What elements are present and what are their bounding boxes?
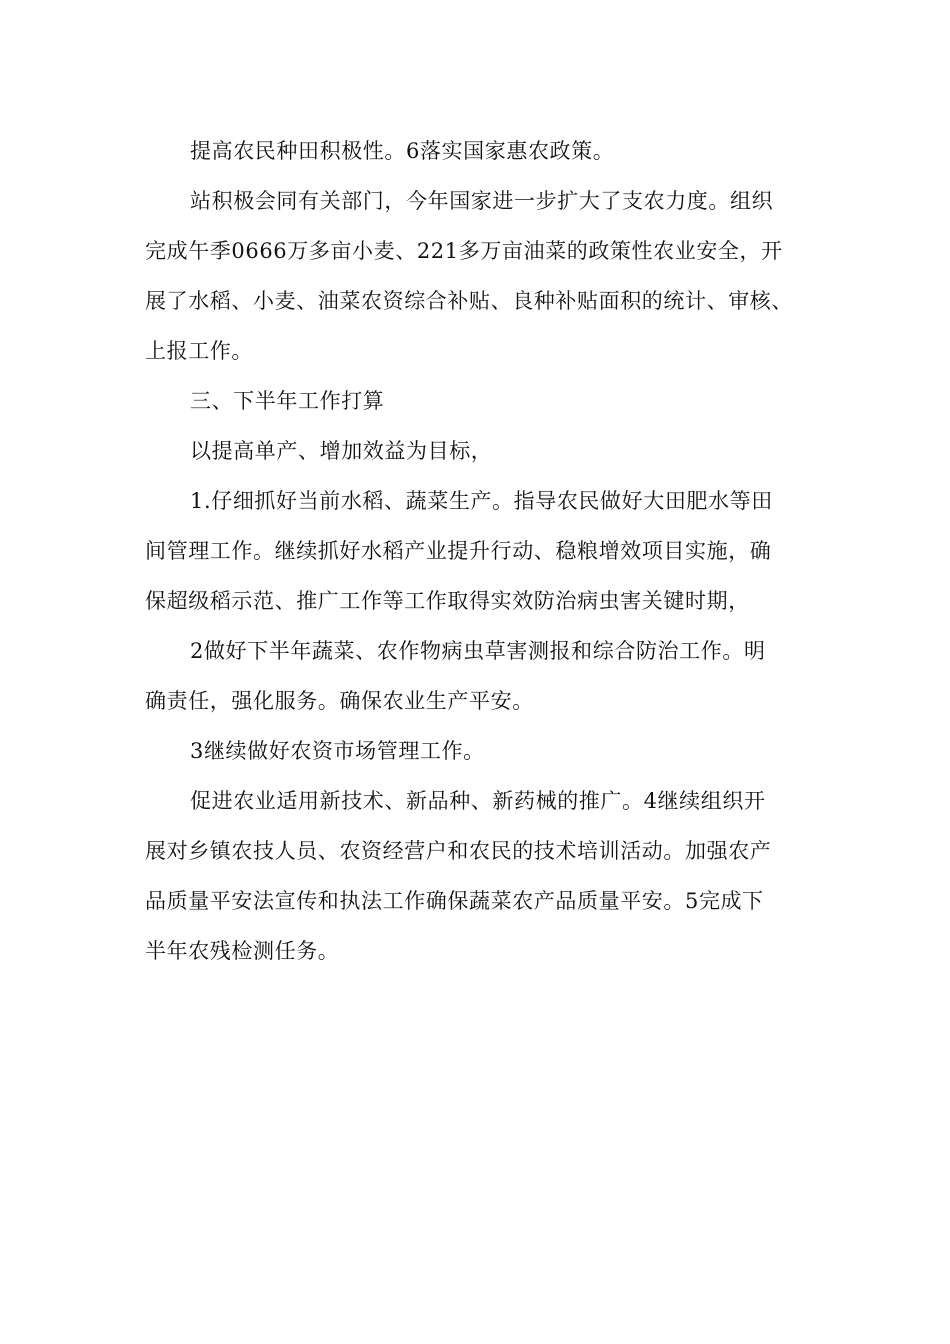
text-line-8: 1.仔细抓好当前水稻、蔬菜生产。指导农民做好大田肥水等田 bbox=[190, 489, 773, 513]
text-line-9: 间管理工作。继续抓好水稻产业提升行动、稳粮增效项目实施，确 bbox=[145, 539, 772, 563]
text-line-3: 完成午季0666万多亩小麦、221多万亩油菜的政策性农业安全，开 bbox=[145, 239, 783, 263]
text-line-12: 确责任，强化服务。确保农业生产平安。 bbox=[145, 689, 534, 713]
text-line-15: 展对乡镇农技人员、农资经营户和农民的技术培训活动。加强农产 bbox=[145, 839, 772, 863]
text-line-5: 上报工作。 bbox=[145, 339, 253, 363]
text-line-10: 保超级稻示范、推广工作等工作取得实效防治病虫害关键时期， bbox=[145, 589, 750, 613]
text-line-14: 促进农业适用新技术、新品种、新药械的推广。4继续组织开 bbox=[190, 789, 766, 813]
text-line-13: 3继续做好农资市场管理工作。 bbox=[190, 739, 485, 763]
text-line-2: 站积极会同有关部门，今年国家进一步扩大了支农力度。组织 bbox=[190, 189, 774, 213]
text-line-1: 提高农民种田积极性。6落实国家惠农政策。 bbox=[190, 139, 615, 163]
text-line-11: 2做好下半年蔬菜、农作物病虫草害测报和综合防治工作。明 bbox=[190, 639, 766, 663]
section-heading: 三、下半年工作打算 bbox=[190, 389, 385, 413]
text-line-17: 半年农残检测任务。 bbox=[145, 939, 340, 963]
text-line-7: 以提高单产、增加效益为目标， bbox=[190, 439, 493, 463]
text-line-16: 品质量平安法宣传和执法工作确保蔬菜农产品质量平安。5完成下 bbox=[145, 889, 764, 913]
text-line-4: 展了水稻、小麦、油菜农资综合补贴、良种补贴面积的统计、审核、 bbox=[145, 289, 793, 313]
